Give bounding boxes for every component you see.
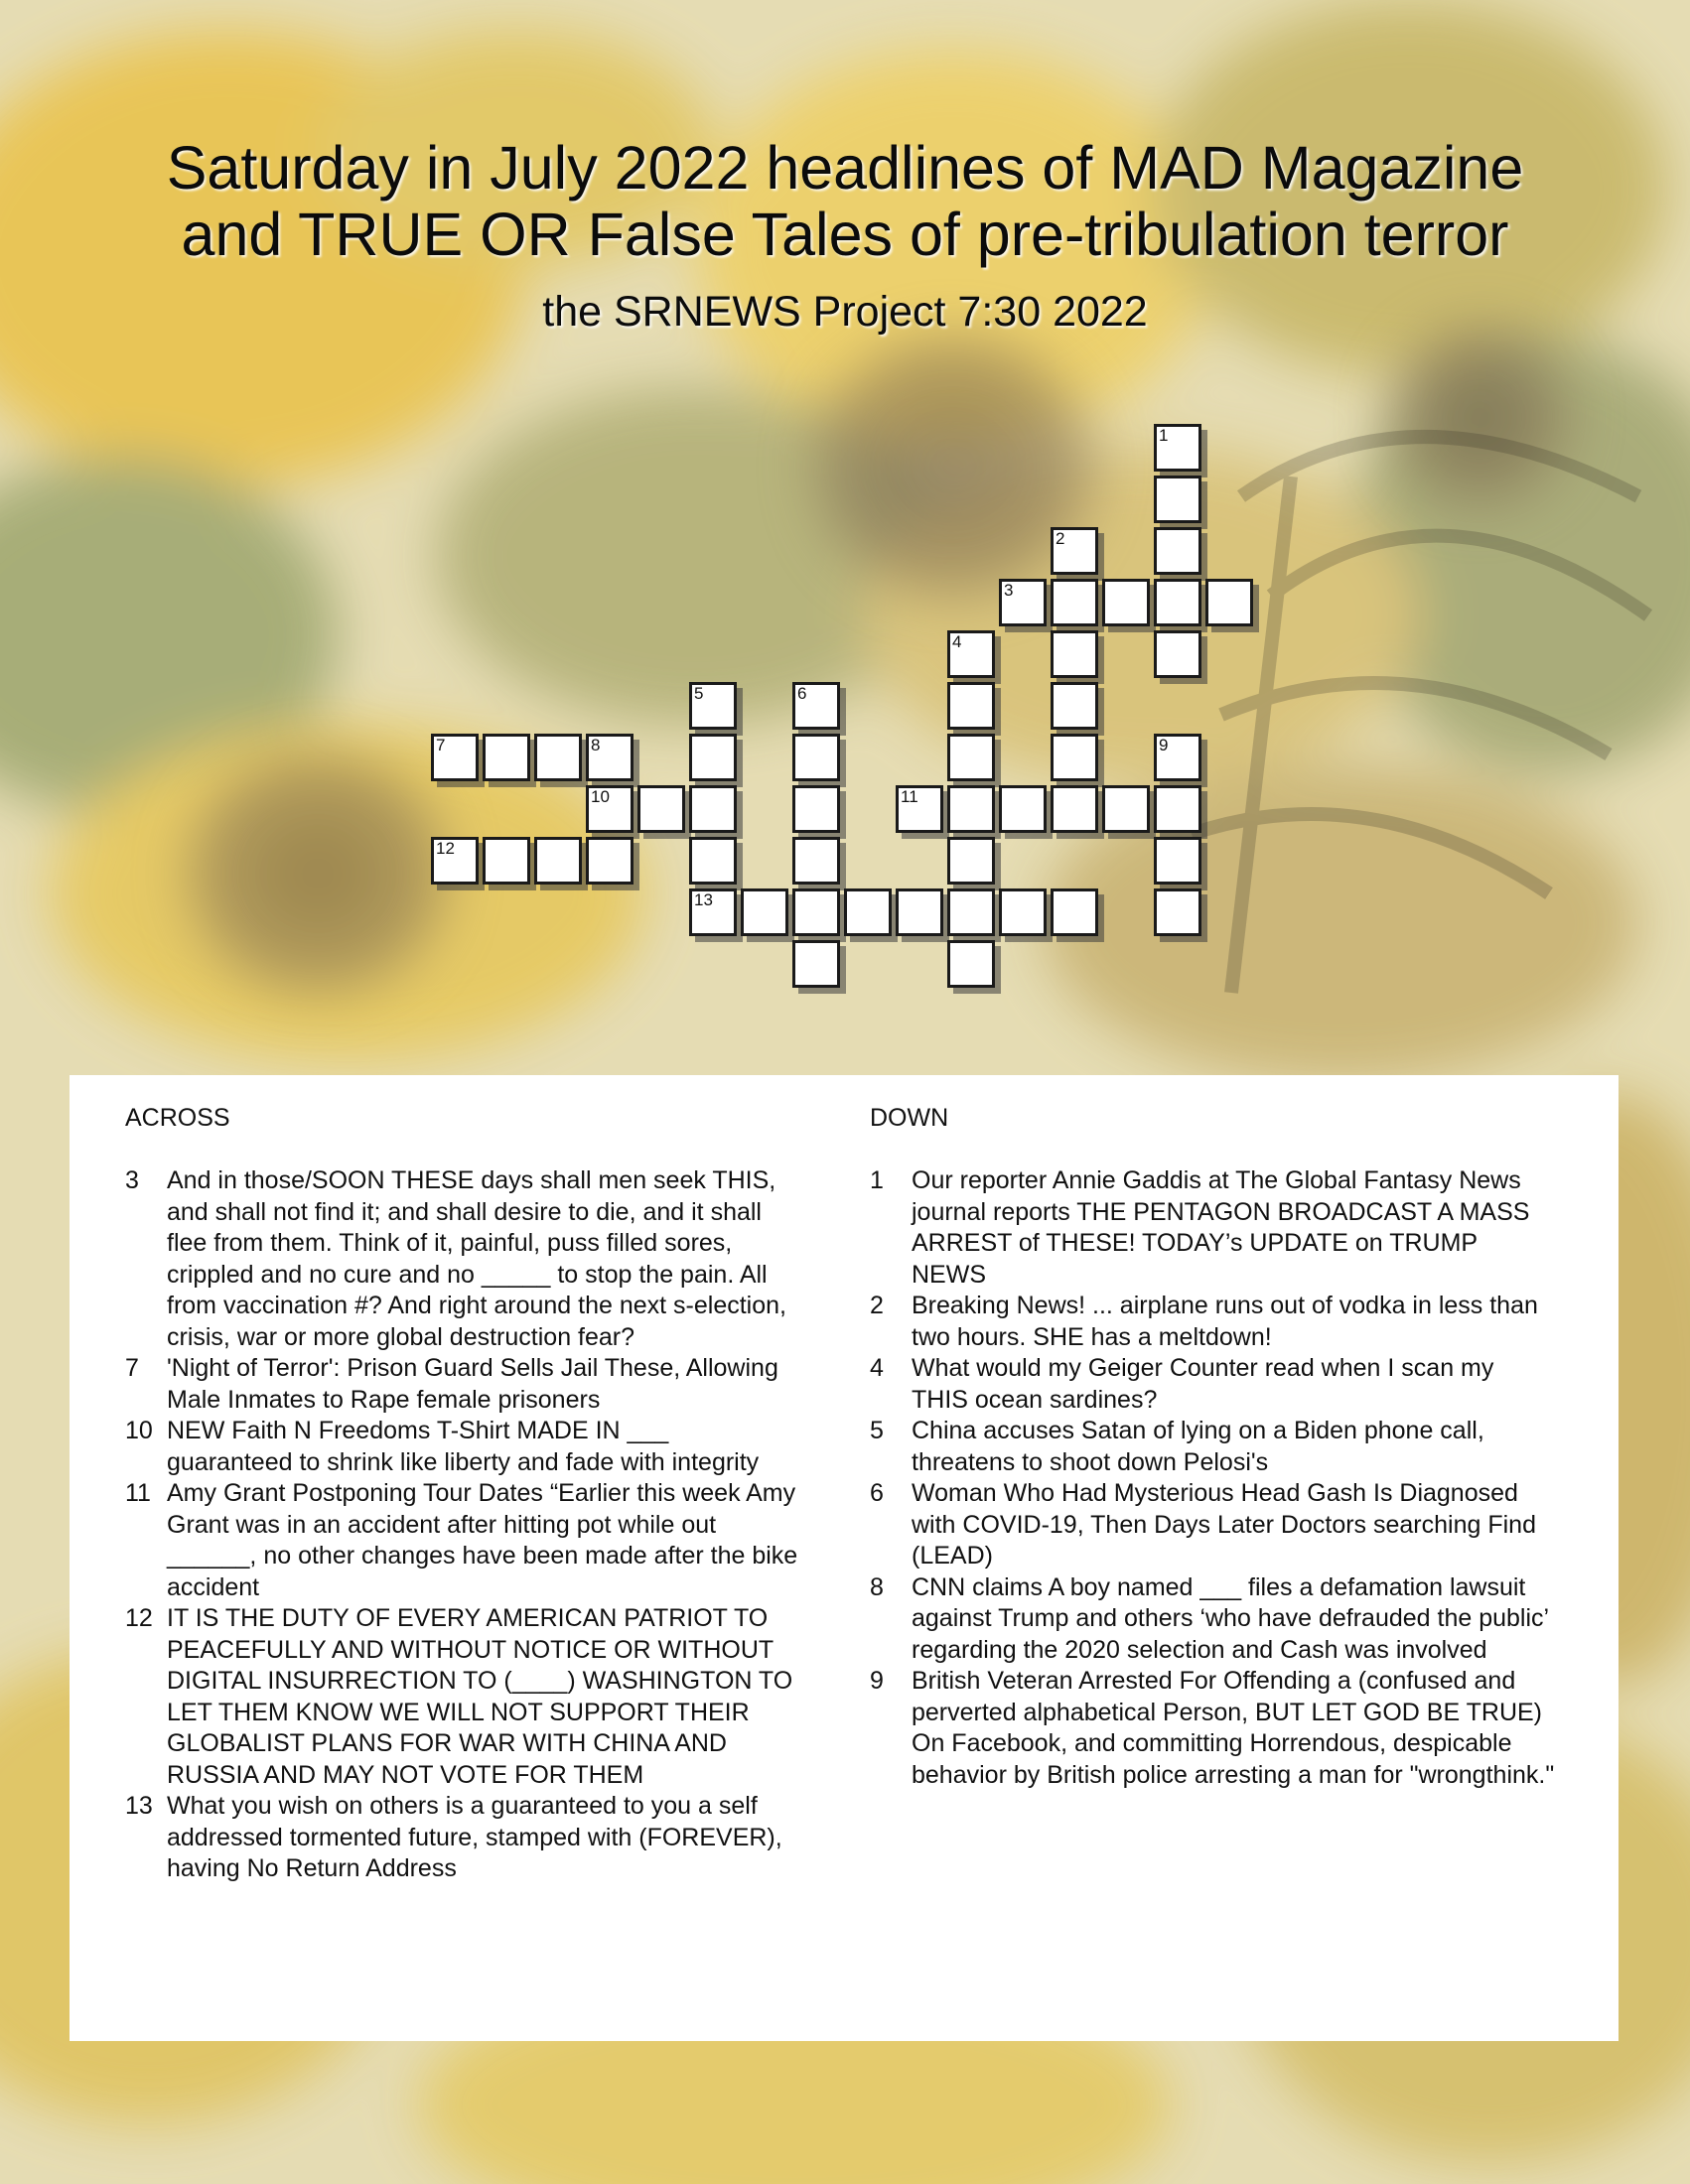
clue-text: NEW Faith N Freedoms T-Shirt MADE IN ___ guaranteed to shrink like liberty and fade with integrity [167,1417,760,1476]
cell-number: 9 [1159,736,1169,754]
grid-cell[interactable] [792,682,840,730]
grid-cell[interactable] [586,734,634,781]
down-clue [870,1666,1555,1791]
clue-number: 7 [125,1354,139,1382]
grid-cell[interactable] [483,734,530,781]
clue-text: Amy Grant Postponing Tour Dates “Earlier this week Amy Grant was in an accident after hitting pot while out ______, no other changes have been made after the bike accident [167,1479,798,1601]
grid-cell[interactable] [999,579,1047,626]
grid-cell[interactable] [689,785,737,833]
clue-number: 3 [125,1166,139,1194]
grid-cell[interactable] [431,837,479,885]
grid-cell[interactable] [947,630,995,678]
clue-text: 'Night of Terror': Prison Guard Sells Jail These, Allowing Male Inmates to Rape female prisoners [167,1354,778,1414]
grid-cell[interactable] [792,734,840,781]
grid-cell[interactable] [1102,579,1150,626]
grid-cell[interactable] [1051,527,1098,575]
down-clue [870,1572,1555,1667]
grid-cell[interactable] [792,785,840,833]
crossword-grid [0,0,1690,1042]
clue-number: 12 [125,1604,153,1632]
across-clue [125,1416,800,1478]
grid-cell[interactable] [1051,579,1098,626]
down-clue [870,1291,1555,1353]
clue-text: IT IS THE DUTY OF EVERY AMERICAN PATRIOT TO PEACEFULLY AND WITHOUT NOTICE OR WITHOUT DIGITAL INSURRECTION TO (____) WASHINGTON TO LET THEM KNOW WE WILL NOT SUPPORT THEIR GLOBALIST PLANS FOR WAR WITH CHINA AND RUSSIA AND MAY NOT VOTE FOR THEM [167,1604,793,1789]
grid-cell[interactable] [1154,476,1201,523]
grid-cell[interactable] [689,888,737,936]
cell-number: 12 [436,839,455,858]
grid-cell[interactable] [483,837,530,885]
grid-cell[interactable] [1154,837,1201,885]
down-clue [870,1416,1555,1478]
page-title-line-1: Saturday in July 2022 headlines of MAD Magazine [166,134,1524,202]
grid-cell[interactable] [689,837,737,885]
cell-number: 3 [1004,581,1014,600]
across-clues [125,1103,800,1885]
grid-cell[interactable] [1154,527,1201,575]
grid-cell[interactable] [1102,785,1150,833]
page-title-line-2: and TRUE OR False Tales of pre-tribulation terror [181,201,1509,268]
grid-cell[interactable] [896,785,943,833]
down-clues [870,1103,1555,1791]
clue-number: 2 [870,1292,884,1319]
grid-cell[interactable] [586,785,634,833]
grid-cell[interactable] [999,785,1047,833]
across-clue-list [125,1165,800,1885]
grid-cell[interactable] [1154,734,1201,781]
cell-number: 8 [591,736,601,754]
grid-cell[interactable] [947,940,995,988]
down-clue [870,1165,1555,1291]
grid-cell[interactable] [947,837,995,885]
grid-cell[interactable] [1051,888,1098,936]
across-clue [125,1603,800,1791]
down-clue [870,1353,1555,1416]
grid-cell[interactable] [431,734,479,781]
grid-cell[interactable] [1154,630,1201,678]
grid-cell[interactable] [534,837,582,885]
grid-cell[interactable] [741,888,788,936]
clue-number: 13 [125,1792,153,1820]
cell-number: 5 [694,684,704,703]
grid-cell[interactable] [1051,630,1098,678]
grid-cell[interactable] [1154,424,1201,472]
grid-cell[interactable] [1051,682,1098,730]
clue-text: China accuses Satan of lying on a Biden phone call, threatens to shoot down Pelosi's [912,1417,1484,1476]
down-clue [870,1478,1555,1572]
clue-number: 4 [870,1354,884,1382]
clue-number: 6 [870,1479,884,1507]
grid-cell[interactable] [689,734,737,781]
grid-cell[interactable] [1051,734,1098,781]
grid-cell[interactable] [947,888,995,936]
cell-number: 11 [901,787,918,806]
clue-text: CNN claims A boy named ___ files a defamation lawsuit against Trump and others ‘who have defrauded the public’ regarding the 2020 selection and Cash was involved [912,1572,1549,1664]
clue-number: 10 [125,1417,153,1444]
clue-text: British Veteran Arrested For Offending a (confused and perverted alphabetical Person, BUT LET GOD BE TRUE) On Facebook, and committing Horrendous, despicable behavior by British police arresting a man for "wrongthink." [912,1667,1555,1789]
across-heading: ACROSS [125,1104,230,1132]
grid-cell[interactable] [947,785,995,833]
grid-cell[interactable] [947,682,995,730]
grid-cell[interactable] [1154,888,1201,936]
cell-number: 10 [591,787,610,806]
across-clue [125,1791,800,1885]
clue-number: 1 [870,1166,884,1194]
cell-number: 6 [797,684,807,703]
grid-cell[interactable] [844,888,892,936]
cell-number: 2 [1056,529,1065,548]
grid-cell[interactable] [1051,785,1098,833]
across-clue [125,1478,800,1603]
grid-cell[interactable] [896,888,943,936]
clue-text: Woman Who Had Mysterious Head Gash Is Diagnosed with COVID-19, Then Days Later Doctors searching Find (LEAD) [912,1479,1536,1570]
clue-number: 11 [125,1479,151,1507]
clue-panel [70,1075,1619,2041]
cell-number: 7 [436,736,446,754]
grid-cell[interactable] [637,785,685,833]
down-clue-list [870,1165,1555,1791]
clue-text: And in those/SOON THESE days shall men seek THIS, and shall not find it; and shall desire to die, and it shall flee from them. Think of it, painful, puss filled sores, crippled and no cure and no _____ to stop the pain. All from vaccination #? And right around the next s-election, crisis, war or more global destruction fear? [167,1166,786,1351]
grid-cell[interactable] [792,888,840,936]
grid-cell[interactable] [1205,579,1253,626]
grid-cell[interactable] [689,682,737,730]
cell-number: 13 [694,890,713,909]
grid-cell[interactable] [1154,785,1201,833]
grid-cell[interactable] [999,888,1047,936]
grid-cell[interactable] [947,734,995,781]
grid-cell[interactable] [1154,579,1201,626]
grid-cell[interactable] [534,734,582,781]
grid-cell[interactable] [792,837,840,885]
page-subtitle: the SRNEWS Project 7:30 2022 [542,288,1148,336]
clue-text: What you wish on others is a guaranteed to you a self addressed tormented future, stamped with (FOREVER), having No Return Address [167,1792,782,1882]
cell-number: 1 [1159,426,1169,445]
grid-cell[interactable] [586,837,634,885]
clue-text: Breaking News! ... airplane runs out of vodka in less than two hours. SHE has a meltdown! [912,1292,1538,1351]
clue-text: What would my Geiger Counter read when I scan my THIS ocean sardines? [912,1354,1494,1414]
clue-text: Our reporter Annie Gaddis at The Global Fantasy News journal reports THE PENTAGON BROADCAST A MASS ARREST of THESE! TODAY’s UPDATE on TRUMP NEWS [912,1166,1530,1289]
down-heading: DOWN [870,1104,949,1132]
across-clue [125,1353,800,1416]
clue-number: 9 [870,1667,884,1695]
cell-number: 4 [952,632,962,651]
across-clue [125,1165,800,1353]
clue-number: 8 [870,1572,884,1601]
clue-number: 5 [870,1417,884,1444]
grid-cell[interactable] [792,940,840,988]
